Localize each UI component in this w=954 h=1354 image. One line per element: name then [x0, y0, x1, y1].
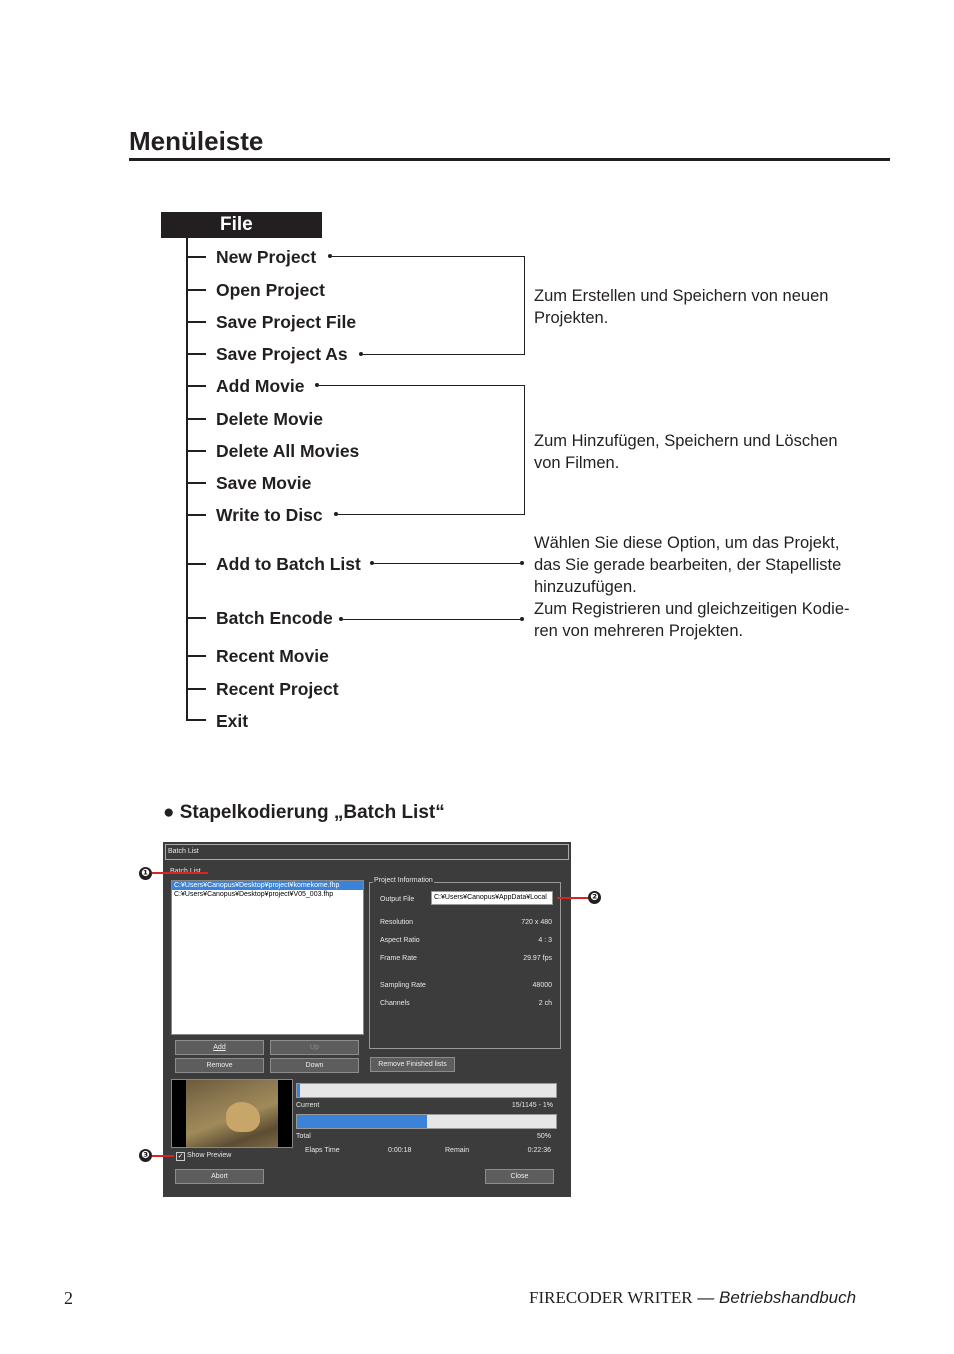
title-rule	[129, 158, 890, 161]
bracket-line	[524, 385, 525, 514]
preview-image	[186, 1080, 278, 1147]
show-preview-label: Show Preview	[187, 1152, 232, 1159]
output-file-label: Output File	[380, 896, 415, 903]
tree-tick	[186, 482, 206, 484]
menu-item-add-movie: Add Movie	[216, 376, 305, 396]
menu-item-new-project: New Project	[216, 247, 317, 267]
total-value: 50%	[536, 1133, 551, 1140]
callout-1: ❶	[139, 867, 152, 880]
remain-value: 0:22:36	[527, 1147, 551, 1154]
tree-tick	[186, 719, 206, 721]
tree-tick	[186, 563, 206, 565]
callout-1-line	[152, 872, 208, 874]
total-label: Total	[296, 1133, 311, 1140]
menu-tree-line	[186, 238, 188, 721]
tree-tick	[186, 688, 206, 690]
remain-label: Remain	[445, 1147, 470, 1154]
total-progress-bar	[296, 1114, 557, 1129]
tree-tick	[186, 321, 206, 323]
footer-doc: Betriebshandbuch	[719, 1288, 857, 1307]
batch-list-window	[163, 842, 571, 1197]
menu-item-delete-movie: Delete Movie	[216, 409, 323, 429]
tree-tick	[186, 418, 206, 420]
project-information-group	[369, 877, 561, 1049]
tree-tick	[186, 289, 206, 291]
lion-shape	[226, 1102, 260, 1132]
list-item[interactable]: C:¥Users¥Canopus¥Desktop¥project¥V05_003.fhp	[174, 891, 334, 898]
list-item[interactable]: C:¥Users¥Canopus¥Desktop¥project¥komekome.fhp	[172, 881, 363, 890]
batch-file-list[interactable]	[171, 880, 364, 1035]
tree-tick	[186, 450, 206, 452]
bracket-line	[332, 256, 525, 257]
callout-3: ❸	[139, 1149, 152, 1162]
project-information-label: Project Information	[374, 877, 433, 884]
bracket-line	[319, 385, 525, 386]
page-title: Menüleiste	[129, 126, 264, 156]
menu-item-save-movie: Save Movie	[216, 473, 312, 493]
page-number: 2	[64, 1288, 73, 1308]
close-button[interactable]: Close	[485, 1169, 554, 1184]
menu-item-write-to-disc: Write to Disc	[216, 505, 323, 525]
menu-item-save-project-file: Save Project File	[216, 312, 357, 332]
footer-dash: —	[697, 1288, 715, 1307]
leader-dot	[520, 617, 524, 621]
current-progress-fill	[297, 1084, 300, 1097]
info-row-resolution: Resolution 720 x 480	[380, 919, 552, 926]
footer-title	[529, 1288, 856, 1308]
add-button[interactable]: Add	[175, 1040, 264, 1055]
callout-3-line	[152, 1155, 174, 1157]
bracket-line	[338, 514, 525, 515]
remove-finished-lists-button[interactable]: Remove Finished lists	[370, 1057, 455, 1072]
window-title: Batch List	[165, 844, 569, 860]
current-value: 15/1145 - 1%	[511, 1102, 553, 1109]
tree-tick	[186, 514, 206, 516]
abort-button[interactable]: Abort	[175, 1169, 264, 1184]
tree-tick	[186, 655, 206, 657]
show-preview-checkbox[interactable]: ✓	[177, 1153, 184, 1160]
leader-dot	[520, 561, 524, 565]
info-row-sampling-rate: Sampling Rate 48000	[380, 982, 552, 989]
preview-pane	[171, 1079, 293, 1148]
menu-item-recent-movie: Recent Movie	[216, 646, 329, 666]
section-heading: ● Stapelkodierung „Batch List“	[163, 802, 445, 823]
tree-tick	[186, 256, 206, 258]
bracket-line	[363, 354, 525, 355]
current-progress-bar	[296, 1083, 557, 1098]
elaps-time-label: Elaps Time	[305, 1147, 340, 1154]
leader-line	[343, 619, 520, 620]
menu-item-batch-encode: Batch Encode	[216, 608, 333, 628]
info-row-channels: Channels 2 ch	[380, 1000, 552, 1007]
menu-item-open-project: Open Project	[216, 280, 325, 300]
file-menu-header: File	[161, 212, 322, 238]
menu-item-save-project-as: Save Project As	[216, 344, 348, 364]
tree-tick	[186, 353, 206, 355]
menu-item-add-to-batch-list: Add to Batch List	[216, 554, 361, 574]
description-batch-encode: Zum Registrieren und gleichzeitigen Kodie- ren von mehreren Projekten.	[534, 600, 850, 640]
up-button[interactable]: Up	[270, 1040, 359, 1055]
bracket-line	[524, 256, 525, 355]
footer-product: FIRECODER WRITER	[529, 1288, 693, 1307]
callout-2: ❷	[588, 891, 601, 904]
leader-line	[374, 563, 520, 564]
description-movies: Zum Hinzufügen, Speichern und Löschen von Filmen.	[534, 432, 838, 472]
elaps-time-value: 0:00:18	[388, 1147, 412, 1154]
current-label: Current	[296, 1102, 320, 1109]
tree-tick	[186, 617, 206, 619]
remove-button[interactable]: Remove	[175, 1058, 264, 1073]
menu-item-recent-project: Recent Project	[216, 679, 339, 699]
callout-2-line	[557, 897, 588, 899]
info-row-frame-rate: Frame Rate 29.97 fps	[380, 955, 552, 962]
output-file-field[interactable]: C:¥Users¥Canopus¥AppData¥Local	[431, 891, 553, 905]
description-batch-list: Wählen Sie diese Option, um das Projekt, das Sie gerade bearbeiten, der Stapelliste hinzuzufügen.	[534, 534, 842, 596]
menu-item-delete-all-movies: Delete All Movies	[216, 441, 360, 461]
description-project: Zum Erstellen und Speichern von neuen Projekten.	[534, 287, 829, 327]
menu-item-exit: Exit	[216, 711, 249, 731]
info-row-aspect-ratio: Aspect Ratio 4 : 3	[380, 937, 552, 944]
tree-tick	[186, 385, 206, 387]
down-button[interactable]: Down	[270, 1058, 359, 1073]
total-progress-fill	[297, 1115, 427, 1128]
